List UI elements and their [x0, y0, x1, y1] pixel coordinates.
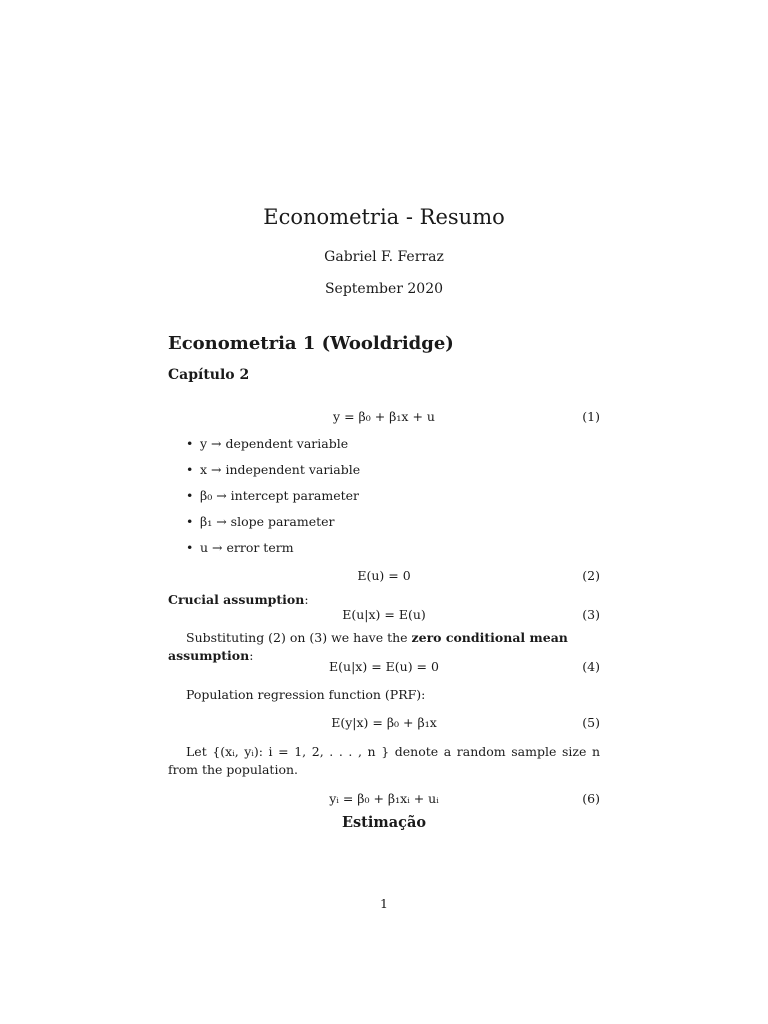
- equation-5-number: (5): [582, 715, 600, 730]
- list-item-text: y → dependent variable: [200, 436, 349, 451]
- zero-conditional-mean-label: zero conditional mean assumption: [168, 630, 568, 663]
- bullet-icon: •: [186, 462, 194, 477]
- list-item: [168, 460, 600, 486]
- crucial-assumption-text: Crucial assumption: [168, 592, 305, 607]
- list-item: [168, 486, 600, 512]
- list-item-text: β₀ → intercept parameter: [200, 488, 360, 503]
- equation-1-body: y = β₀ + β₁x + u: [333, 409, 435, 424]
- estimacao-heading: Estimação: [341, 814, 427, 831]
- bullet-icon: •: [186, 488, 194, 503]
- equation-4: [168, 657, 600, 677]
- crucial-assumption-colon: :: [304, 592, 309, 607]
- document-date: September 2020: [324, 281, 444, 297]
- list-item: [168, 512, 600, 538]
- subsection-heading: Capítulo 2: [168, 367, 250, 383]
- list-item: [168, 538, 600, 564]
- equation-2: [168, 566, 600, 586]
- equation-4-body: E(u|x) = E(u) = 0: [329, 659, 439, 674]
- bullet-icon: •: [186, 514, 194, 529]
- equation-1-number: (1): [582, 409, 600, 424]
- equation-6-body: yᵢ = β₀ + β₁xᵢ + uᵢ: [329, 791, 439, 806]
- equation-5: [168, 713, 600, 733]
- equation-5-body: E(y|x) = β₀ + β₁x: [331, 715, 437, 730]
- equation-6: [168, 789, 600, 809]
- list-item: [168, 434, 600, 460]
- equation-3: [168, 605, 600, 625]
- bullet-icon: •: [186, 540, 194, 555]
- list-item-text: β₁ → slope parameter: [200, 514, 335, 529]
- list-item-text: u → error term: [200, 540, 294, 555]
- equation-2-number: (2): [582, 568, 600, 583]
- variable-list: [168, 434, 600, 564]
- document-title: Econometria - Resumo: [263, 205, 505, 229]
- document-author: Gabriel F. Ferraz: [324, 249, 444, 265]
- sample-paragraph: Let {(xᵢ, yᵢ): i = 1, 2, . . . , n } denote a random sample size n from the population.: [168, 744, 600, 777]
- page-number: 1: [380, 896, 388, 911]
- equation-4-number: (4): [582, 659, 600, 674]
- prf-paragraph: Population regression function (PRF):: [186, 687, 426, 702]
- equation-6-number: (6): [582, 791, 600, 806]
- equation-2-body: E(u) = 0: [357, 568, 411, 583]
- zero-conditional-colon: :: [249, 648, 254, 663]
- bullet-icon: •: [186, 436, 194, 451]
- list-item-text: x → independent variable: [200, 462, 361, 477]
- equation-1: [168, 407, 600, 427]
- section-heading: Econometria 1 (Wooldridge): [168, 333, 454, 354]
- equation-3-number: (3): [582, 607, 600, 622]
- equation-3-body: E(u|x) = E(u): [342, 607, 426, 622]
- substituting-text: Substituting (2) on (3) we have the: [186, 630, 412, 645]
